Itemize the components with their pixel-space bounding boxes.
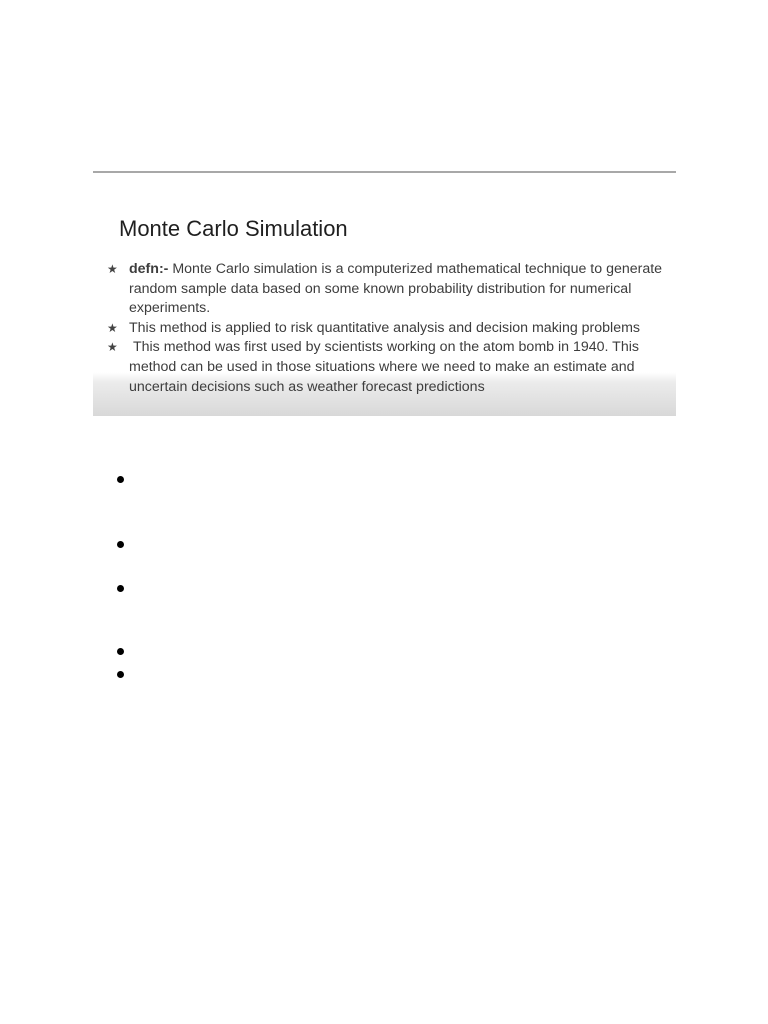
slide-bullet-list xyxy=(107,260,667,397)
star-icon: ★ xyxy=(107,320,118,335)
slide-bullet-item xyxy=(107,338,667,397)
definition-text: Monte Carlo simulation is a computerized mathematical technique to generate random sample data based on some known probability distribution for numerical experiments. xyxy=(129,261,663,317)
bullet-dot-icon xyxy=(117,585,124,592)
slide-bullet-text: This method is applied to risk quantitative analysis and decision making problems xyxy=(129,319,641,336)
slide-image xyxy=(93,174,676,416)
bullet-dot-icon xyxy=(117,671,124,678)
slide-bullet-item xyxy=(107,260,667,319)
slide-title: Monte Carlo Simulation xyxy=(119,216,348,241)
bullet-dot-icon xyxy=(117,476,124,483)
star-icon: ★ xyxy=(107,262,118,276)
star-icon: ★ xyxy=(107,340,118,355)
slide-bullet-text: This method was first used by scientists working on the atom bomb in 1940. This method can be used in those situations where we need to make an estimate and uncertain decisions such as weather forecast predictions xyxy=(129,339,643,395)
slide-bullet-item xyxy=(107,319,667,339)
bullet-dot-icon xyxy=(117,541,124,548)
slide-bullet-text xyxy=(129,260,667,319)
definition-label: defn:- xyxy=(129,261,169,277)
horizontal-divider xyxy=(93,171,676,173)
bullet-dot-icon xyxy=(117,648,124,655)
